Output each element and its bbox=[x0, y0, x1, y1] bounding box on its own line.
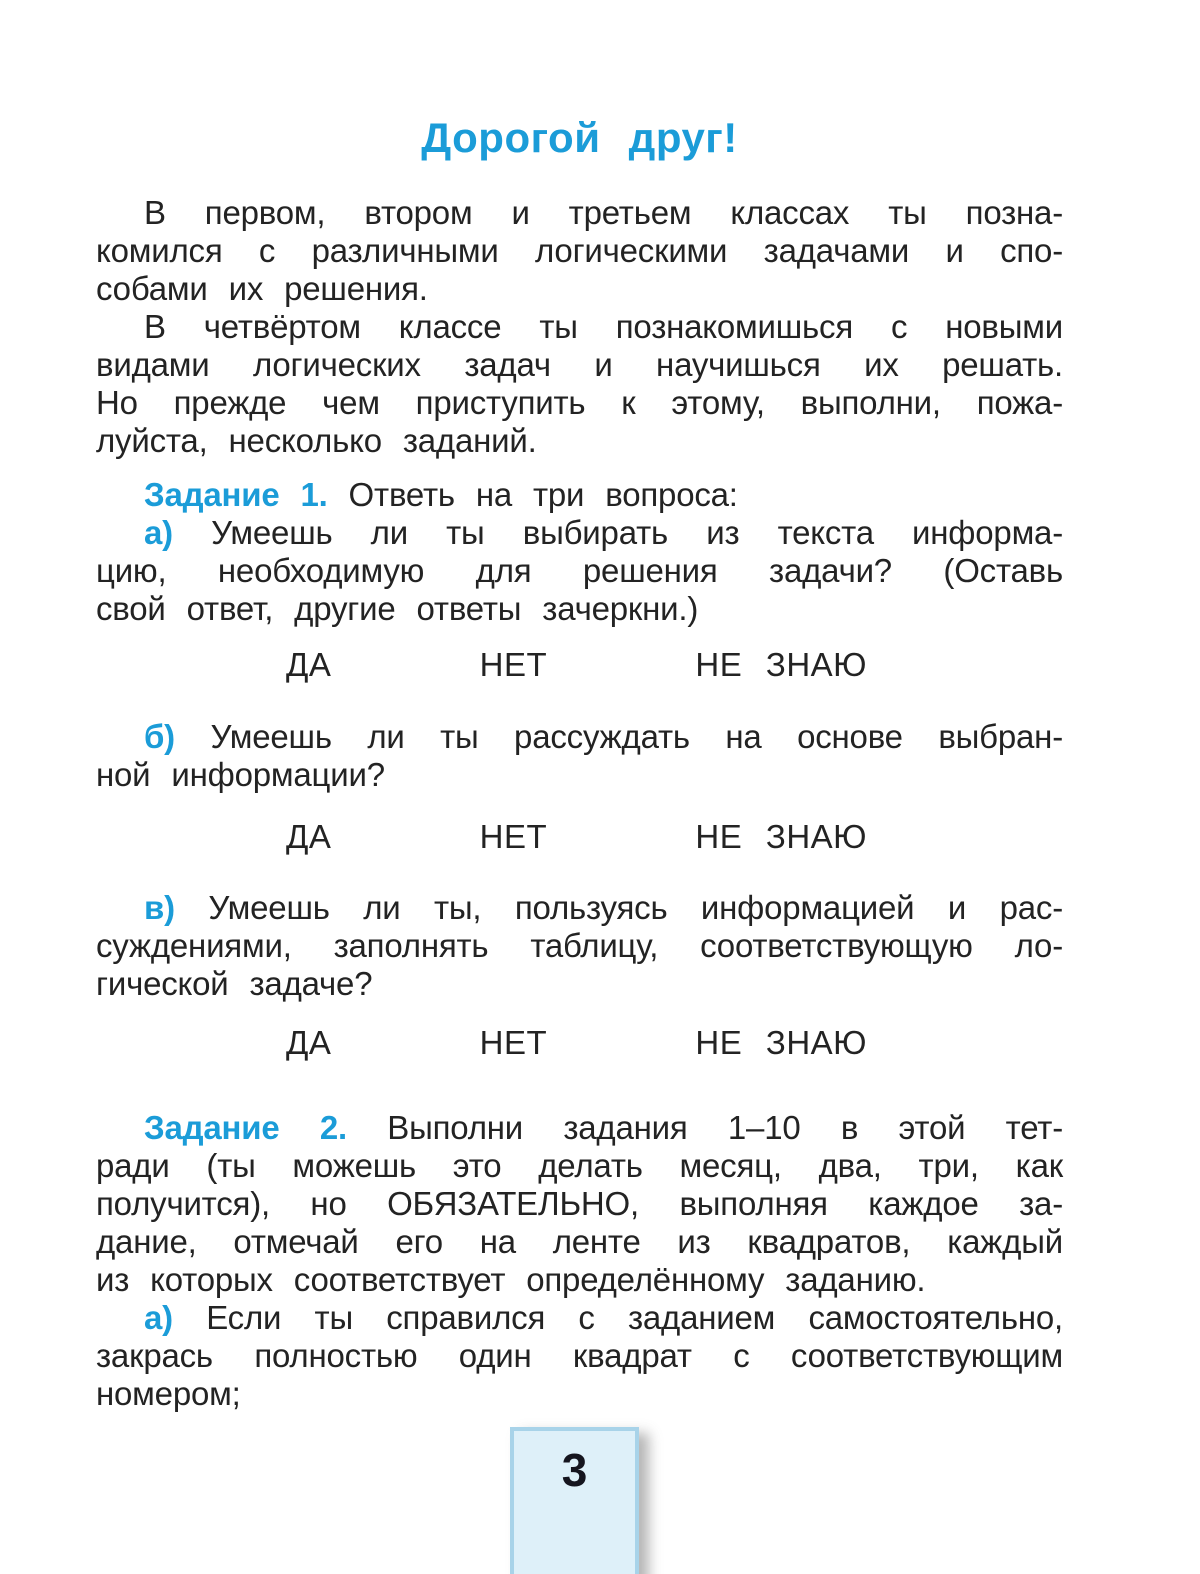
text-segment: ной информации? bbox=[96, 756, 385, 793]
paragraph bbox=[96, 718, 1063, 794]
text-line bbox=[96, 927, 1063, 965]
text-line bbox=[96, 476, 1063, 514]
task-label: б) bbox=[144, 718, 175, 755]
text-segment: из которых соответствует определённому заданию. bbox=[96, 1261, 926, 1298]
text-line bbox=[96, 1299, 1063, 1337]
text-segment: Умеешь ли ты рассуждать на основе выбран- bbox=[174, 718, 1063, 755]
text-line bbox=[96, 1337, 1063, 1375]
paragraph bbox=[96, 1109, 1063, 1299]
text-line bbox=[96, 1223, 1063, 1261]
text-line bbox=[96, 756, 1063, 794]
page-number: 3 bbox=[561, 1444, 588, 1496]
text-segment: суждениями, заполнять таблицу, соответствующую ло- bbox=[96, 927, 1063, 964]
paragraph bbox=[96, 476, 1063, 628]
text-segment: свой ответ, другие ответы зачеркни.) bbox=[96, 590, 699, 627]
text-line bbox=[96, 1185, 1063, 1223]
text-line bbox=[96, 308, 1063, 346]
text-line bbox=[96, 270, 1063, 308]
text-segment: видами логических задач и научишься их решать. bbox=[96, 346, 1063, 383]
text-line bbox=[96, 965, 1063, 1003]
text-line bbox=[96, 718, 1063, 756]
text-segment: В четвёртом классе ты познакомишься с новыми bbox=[144, 308, 1063, 345]
text-segment: ради (ты можешь это делать месяц, два, три, как bbox=[96, 1147, 1063, 1184]
text-segment: Выполни задания 1–10 в этой тет- bbox=[346, 1109, 1063, 1146]
text-segment: закрась полностью один квадрат с соответствующим bbox=[96, 1337, 1063, 1374]
text-blocks bbox=[96, 194, 1063, 1413]
page-number-box bbox=[510, 1427, 639, 1574]
answer-option: НЕТ bbox=[479, 818, 548, 855]
paragraph bbox=[96, 889, 1063, 1003]
text-line bbox=[96, 889, 1063, 927]
text-segment: комился с различными логическими задачами и спо- bbox=[96, 232, 1063, 269]
answer-option: НЕ ЗНАЮ bbox=[695, 1024, 867, 1061]
answer-option: НЕТ bbox=[479, 646, 548, 683]
paragraph bbox=[96, 194, 1063, 308]
answer-row bbox=[96, 1024, 1063, 1062]
text-line bbox=[96, 590, 1063, 628]
text-line bbox=[96, 514, 1063, 552]
text-segment: Но прежде чем приступить к этому, выполни, пожа- bbox=[96, 384, 1063, 421]
text-segment: В первом, втором и третьем классах ты позна- bbox=[144, 194, 1063, 231]
task-label: Задание 2. bbox=[144, 1109, 347, 1146]
text-line bbox=[96, 346, 1063, 384]
task-label: Задание 1. bbox=[144, 476, 328, 513]
text-segment: Если ты справился с заданием самостоятельно, bbox=[172, 1299, 1063, 1336]
page-content bbox=[96, 0, 1063, 1413]
text-segment: Умеешь ли ты выбирать из текста информа- bbox=[172, 514, 1063, 551]
text-segment: номером; bbox=[96, 1375, 241, 1412]
text-segment: цию, необходимую для решения задачи? (Оставь bbox=[96, 552, 1063, 589]
text-line bbox=[96, 194, 1063, 232]
paragraph bbox=[96, 308, 1063, 460]
text-line bbox=[96, 1147, 1063, 1185]
text-segment: дание, отмечай его на ленте из квадратов, каждый bbox=[96, 1223, 1063, 1260]
text-segment: Ответь на три вопроса: bbox=[327, 476, 738, 513]
answer-option: ДА bbox=[286, 818, 332, 855]
text-line bbox=[96, 422, 1063, 460]
text-line bbox=[96, 1109, 1063, 1147]
paragraph bbox=[96, 1299, 1063, 1413]
text-segment: собами их решения. bbox=[96, 270, 428, 307]
text-segment: Умеешь ли ты, пользуясь информацией и рас- bbox=[174, 889, 1063, 926]
task-label: а) bbox=[144, 514, 173, 551]
text-line bbox=[96, 232, 1063, 270]
answer-option: ДА bbox=[286, 646, 332, 683]
answer-option: НЕТ bbox=[479, 1024, 548, 1061]
answer-row bbox=[96, 818, 1063, 856]
text-segment: луйста, несколько заданий. bbox=[96, 422, 537, 459]
text-line bbox=[96, 384, 1063, 422]
answer-option: ДА bbox=[286, 1024, 332, 1061]
answer-row bbox=[96, 646, 1063, 684]
answer-option: НЕ ЗНАЮ bbox=[695, 646, 867, 683]
task-label: а) bbox=[144, 1299, 173, 1336]
text-segment: гической задаче? bbox=[96, 965, 373, 1002]
task-label: в) bbox=[144, 889, 175, 926]
text-line bbox=[96, 552, 1063, 590]
text-segment: получится), но ОБЯЗАТЕЛЬНО, выполняя каждое за- bbox=[96, 1185, 1063, 1222]
answer-option: НЕ ЗНАЮ bbox=[695, 818, 867, 855]
page-title: Дорогой друг! bbox=[421, 114, 738, 161]
text-line bbox=[96, 1261, 1063, 1299]
text-line bbox=[96, 1375, 1063, 1413]
